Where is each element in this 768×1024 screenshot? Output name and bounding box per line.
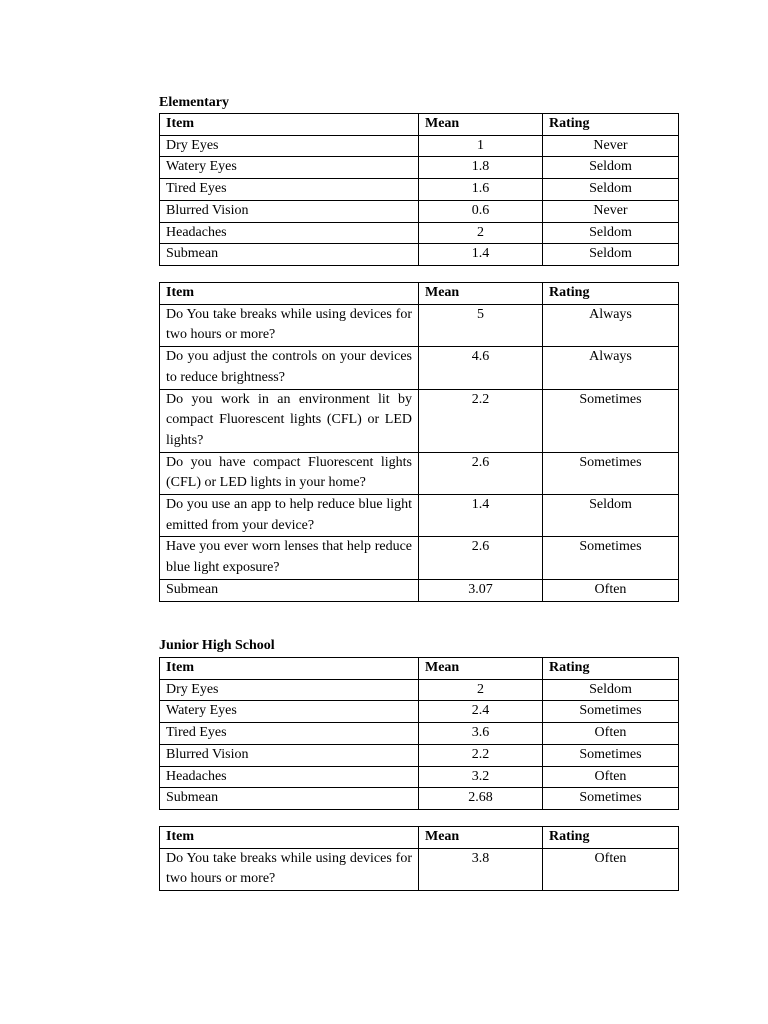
rating-cell: Often bbox=[543, 579, 679, 601]
mean-cell: 3.6 bbox=[419, 723, 543, 745]
rating-cell: Seldom bbox=[543, 222, 679, 244]
column-header-rating: Rating bbox=[543, 658, 679, 680]
mean-cell: 1.6 bbox=[419, 179, 543, 201]
table-row bbox=[160, 766, 679, 788]
rating-cell: Often bbox=[543, 766, 679, 788]
item-cell: Submean bbox=[160, 579, 419, 601]
column-header-mean: Mean bbox=[419, 658, 543, 680]
column-header-rating: Rating bbox=[543, 827, 679, 849]
mean-cell: 3.8 bbox=[419, 848, 543, 890]
mean-cell: 1.4 bbox=[419, 495, 543, 537]
mean-cell: 2 bbox=[419, 679, 543, 701]
item-cell: Blurred Vision bbox=[160, 200, 419, 222]
table-row bbox=[160, 304, 679, 346]
rating-cell: Sometimes bbox=[543, 788, 679, 810]
rating-cell: Never bbox=[543, 200, 679, 222]
table-row bbox=[160, 222, 679, 244]
mean-cell: 2 bbox=[419, 222, 543, 244]
column-header-mean: Mean bbox=[419, 283, 543, 305]
table-header-row bbox=[160, 658, 679, 680]
junior-high-habits-table bbox=[159, 826, 679, 891]
rating-cell: Always bbox=[543, 347, 679, 389]
table-row bbox=[160, 452, 679, 494]
mean-cell: 2.6 bbox=[419, 537, 543, 579]
item-cell: Blurred Vision bbox=[160, 744, 419, 766]
mean-cell: 3.2 bbox=[419, 766, 543, 788]
item-cell: Watery Eyes bbox=[160, 157, 419, 179]
section-heading-junior-high: Junior High School bbox=[159, 638, 275, 653]
rating-cell: Always bbox=[543, 304, 679, 346]
submean-row bbox=[160, 579, 679, 601]
table-row bbox=[160, 848, 679, 890]
table-row bbox=[160, 179, 679, 201]
mean-cell: 2.2 bbox=[419, 389, 543, 452]
column-header-rating: Rating bbox=[543, 283, 679, 305]
item-cell: Tired Eyes bbox=[160, 179, 419, 201]
submean-row bbox=[160, 244, 679, 266]
table-row bbox=[160, 744, 679, 766]
column-header-item: Item bbox=[160, 114, 419, 136]
item-cell: Do You take breaks while using devices for two hours or more? bbox=[160, 848, 419, 890]
item-cell: Headaches bbox=[160, 222, 419, 244]
mean-cell: 1.8 bbox=[419, 157, 543, 179]
item-cell: Do You take breaks while using devices for two hours or more? bbox=[160, 304, 419, 346]
mean-cell: 2.6 bbox=[419, 452, 543, 494]
mean-cell: 2.68 bbox=[419, 788, 543, 810]
rating-cell: Sometimes bbox=[543, 744, 679, 766]
mean-cell: 1 bbox=[419, 135, 543, 157]
submean-row bbox=[160, 788, 679, 810]
item-cell: Have you ever worn lenses that help reduce blue light exposure? bbox=[160, 537, 419, 579]
table-row bbox=[160, 495, 679, 537]
item-cell: Do you use an app to help reduce blue light emitted from your device? bbox=[160, 495, 419, 537]
table-row bbox=[160, 537, 679, 579]
item-cell: Dry Eyes bbox=[160, 679, 419, 701]
mean-cell: 5 bbox=[419, 304, 543, 346]
table-row bbox=[160, 347, 679, 389]
rating-cell: Sometimes bbox=[543, 701, 679, 723]
rating-cell: Seldom bbox=[543, 495, 679, 537]
item-cell: Tired Eyes bbox=[160, 723, 419, 745]
rating-cell: Sometimes bbox=[543, 537, 679, 579]
item-cell: Headaches bbox=[160, 766, 419, 788]
item-cell: Submean bbox=[160, 244, 419, 266]
rating-cell: Seldom bbox=[543, 679, 679, 701]
item-cell: Do you work in an environment lit by compact Fluorescent lights (CFL) or LED lights? bbox=[160, 389, 419, 452]
table-row bbox=[160, 200, 679, 222]
table-header-row bbox=[160, 827, 679, 849]
rating-cell: Seldom bbox=[543, 244, 679, 266]
rating-cell: Sometimes bbox=[543, 452, 679, 494]
table-row bbox=[160, 723, 679, 745]
column-header-mean: Mean bbox=[419, 827, 543, 849]
rating-cell: Often bbox=[543, 723, 679, 745]
rating-cell: Sometimes bbox=[543, 389, 679, 452]
item-cell: Do you have compact Fluorescent lights (CFL) or LED lights in your home? bbox=[160, 452, 419, 494]
column-header-mean: Mean bbox=[419, 114, 543, 136]
table-header-row bbox=[160, 114, 679, 136]
column-header-rating: Rating bbox=[543, 114, 679, 136]
mean-cell: 2.2 bbox=[419, 744, 543, 766]
item-cell: Do you adjust the controls on your devices to reduce brightness? bbox=[160, 347, 419, 389]
mean-cell: 1.4 bbox=[419, 244, 543, 266]
column-header-item: Item bbox=[160, 283, 419, 305]
item-cell: Watery Eyes bbox=[160, 701, 419, 723]
table-row bbox=[160, 679, 679, 701]
table-row bbox=[160, 135, 679, 157]
junior-high-symptoms-table bbox=[159, 657, 679, 810]
column-header-item: Item bbox=[160, 827, 419, 849]
rating-cell: Often bbox=[543, 848, 679, 890]
mean-cell: 0.6 bbox=[419, 200, 543, 222]
rating-cell: Never bbox=[543, 135, 679, 157]
section-heading-elementary: Elementary bbox=[159, 95, 229, 110]
elementary-habits-table bbox=[159, 282, 679, 602]
table-header-row bbox=[160, 283, 679, 305]
table-row bbox=[160, 701, 679, 723]
mean-cell: 3.07 bbox=[419, 579, 543, 601]
elementary-symptoms-table bbox=[159, 113, 679, 266]
rating-cell: Seldom bbox=[543, 179, 679, 201]
rating-cell: Seldom bbox=[543, 157, 679, 179]
table-row bbox=[160, 389, 679, 452]
item-cell: Dry Eyes bbox=[160, 135, 419, 157]
table-row bbox=[160, 157, 679, 179]
item-cell: Submean bbox=[160, 788, 419, 810]
mean-cell: 4.6 bbox=[419, 347, 543, 389]
mean-cell: 2.4 bbox=[419, 701, 543, 723]
column-header-item: Item bbox=[160, 658, 419, 680]
